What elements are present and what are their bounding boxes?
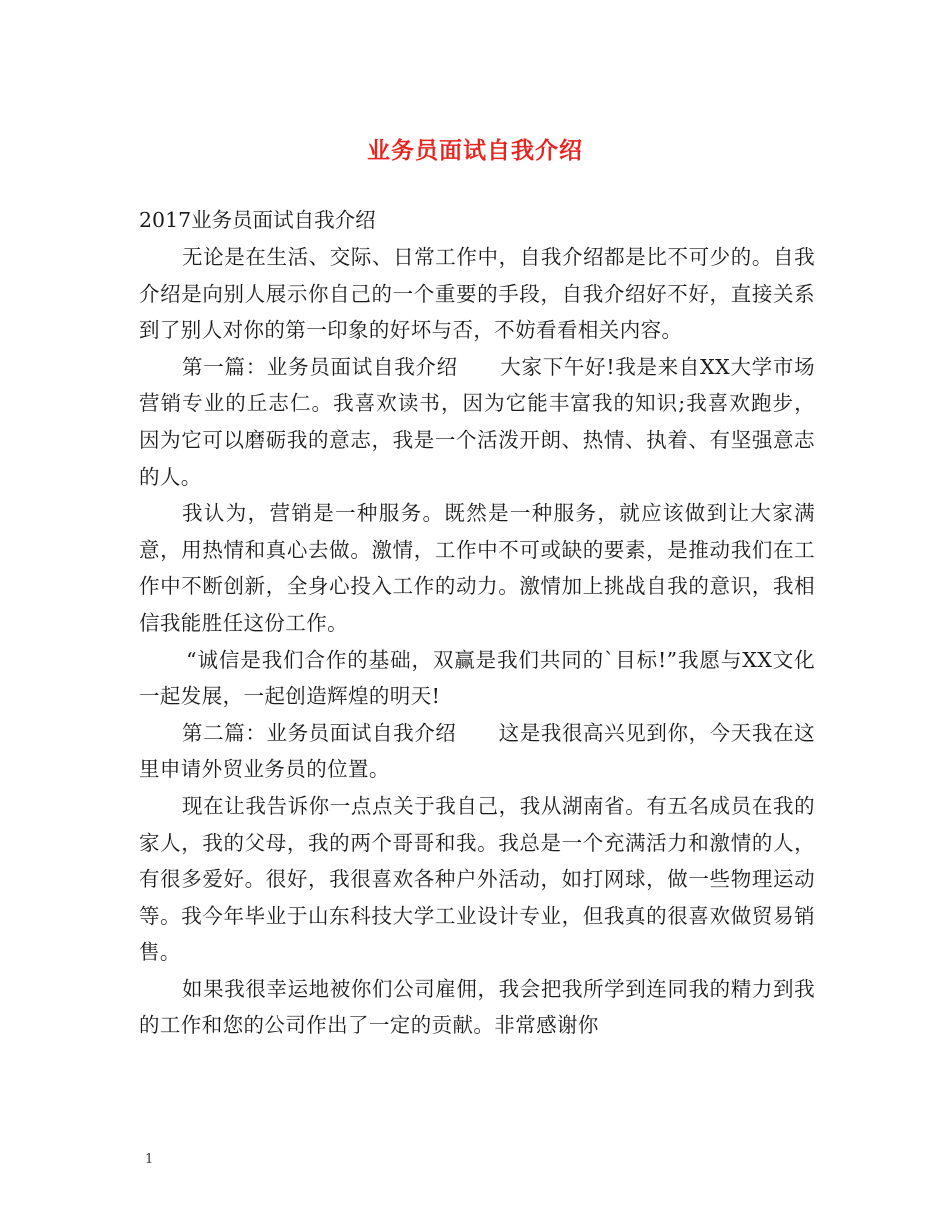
paragraph: 现在让我告诉你一点点关于我自己，我从湖南省。有五名成员在我的家人，我的父母，我的两个哥哥和我。我总是一个充满活力和激情的人，有很多爱好。很好，我很喜欢各种户外活动，如打网球，做一些物理运动等。我今年毕业于山东科技大学工业设计专业，但我真的很喜欢做贸易销售。 [139,793,815,965]
paragraph: “诚信是我们合作的基础，双赢是我们共同的`目标!”我愿与XX文化一起发展，一起创造辉煌的明天! [139,647,815,709]
paragraph: 我认为，营销是一种服务。既然是一种服务，就应该做到让大家满意，用热情和真心去做。激情，工作中不可或缺的要素，是推动我们在工作中不断创新，全身心投入工作的动力。激情加上挑战自我的意识，我相信我能胜任这份工作。 [139,501,815,635]
paragraph: 如果我很幸运地被你们公司雇佣，我会把我所学到连同我的精力到我的工作和您的公司作出了一定的贡献。非常感谢你 [139,976,815,1038]
page-number: 1 [145,1152,154,1167]
paragraph: 第二篇：业务员面试自我介绍 这是我很高兴见到你，今天我在这里申请外贸业务员的位置。 [139,720,815,782]
paragraph: 第一篇：业务员面试自我介绍 大家下午好!我是来自XX大学市场营销专业的丘志仁。我喜欢读书，因为它能丰富我的知识;我喜欢跑步，因为它可以磨砺我的意志，我是一个活泼开朗、热情、执着、有坚强意志的人。 [139,354,815,489]
document-subtitle: 2017业务员面试自我介绍 [139,208,376,232]
paragraph: 无论是在生活、交际、日常工作中，自我介绍都是比不可少的。自我介绍是向别人展示你自己的一个重要的手段，自我介绍好不好，直接关系到了别人对你的第一印象的好坏与否，不妨看看相关内容。 [139,245,815,343]
document-body [139,202,815,1044]
document-title: 业务员面试自我介绍 [367,137,583,164]
